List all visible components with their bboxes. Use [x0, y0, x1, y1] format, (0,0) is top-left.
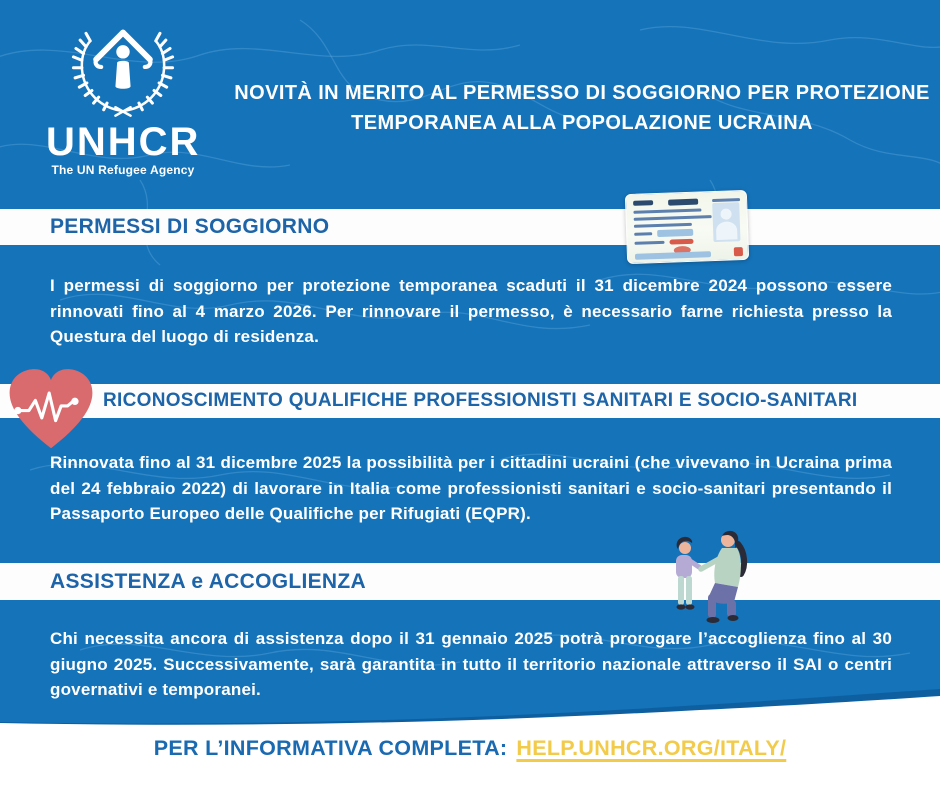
residence-permit-card-image: [625, 190, 749, 264]
logo-tagline: The UN Refugee Agency: [51, 163, 195, 177]
section-heading-permessi: PERMESSI DI SOGGIORNO: [50, 215, 330, 238]
page-title-line1: NOVITÀ IN MERITO AL PERMESSO DI SOGGIORNO PER PROTEZIONE: [234, 82, 930, 104]
unhcr-logo: [46, 18, 200, 177]
footer: [0, 736, 940, 761]
page-title: [232, 78, 932, 138]
section-bar-riconoscimento: [0, 384, 940, 418]
heartbeat-heart-icon: [5, 367, 97, 455]
footer-label: PER L’INFORMATIVA COMPLETA:: [153, 736, 508, 760]
footer-link[interactable]: HELP.UNHCR.ORG/ITALY/: [516, 736, 787, 760]
section-heading-riconoscimento: RICONOSCIMENTO QUALIFICHE PROFESSIONISTI SANITARI E SOCIO-SANITARI: [103, 390, 858, 411]
page-title-line2: TEMPORANEA ALLA POPOLAZIONE UCRAINA: [351, 112, 813, 134]
section-body-permessi: I permessi di soggiorno per protezione temporanea scaduti il 31 dicembre 2024 possono essere rinnovati fino al 4 marzo 2026. Per rinnovare il permesso, è necessario farne richiesta presso la Questura del luogo di residenza.: [50, 276, 892, 346]
unhcr-emblem-icon: [60, 18, 186, 126]
section-body-riconoscimento: Rinnovata fino al 31 dicembre 2025 la possibilità per i cittadini ucraini (che vivevano in Ucraina prima del 24 febbraio 2022) di lavorare in Italia come professionisti sanitari e socio-sanitari presentando il Passaporto Europeo delle Qualifiche per Rifugiati (EQPR).: [50, 453, 892, 523]
section-bar-permessi: [0, 209, 940, 245]
section-body-assistenza: Chi necessita ancora di assistenza dopo il 31 gennaio 2025 potrà prorogare l’accoglienza fino al 30 giugno 2025. Successivamente, sarà garantita in tutto il territorio nazionale attraverso il SAI o centri governativi e temporanei.: [50, 629, 892, 699]
logo-acronym: UNHCR: [46, 120, 201, 164]
adult-and-child-illustration: [652, 524, 764, 632]
permit-card-photo: [712, 202, 740, 242]
section-bar-assistenza: [0, 563, 940, 600]
section-heading-assistenza: ASSISTENZA e ACCOGLIENZA: [50, 569, 366, 593]
